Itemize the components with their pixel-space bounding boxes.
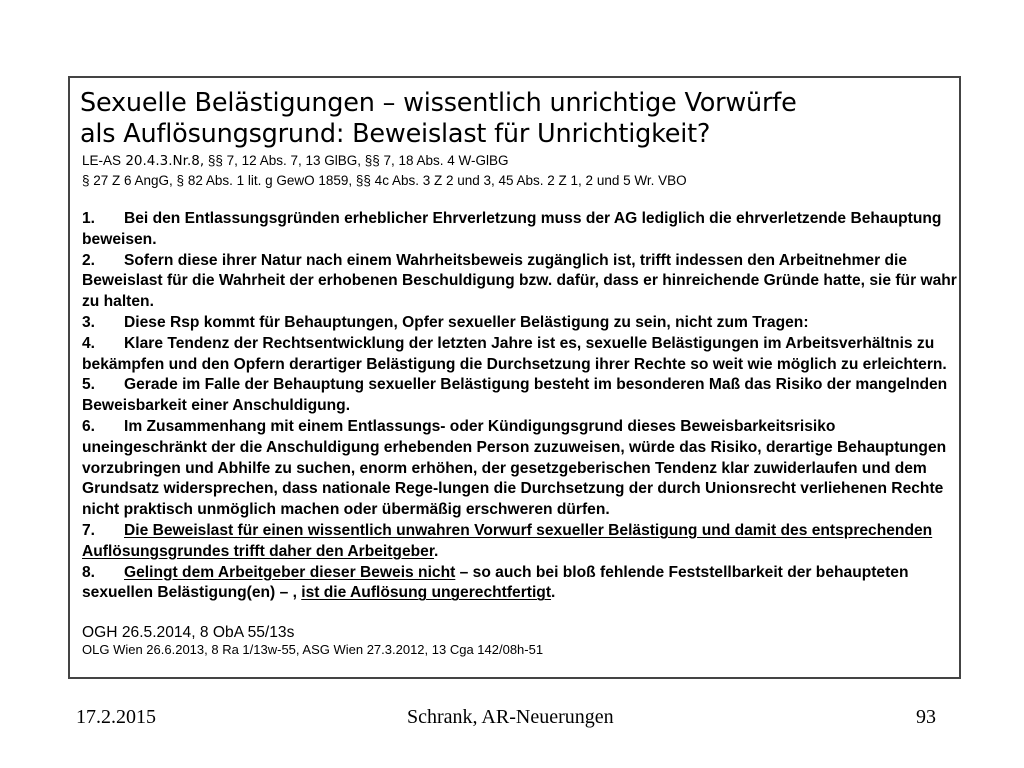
item-text: Diese Rsp kommt für Behauptungen, Opfer sexueller Belästigung zu sein, nicht zum Tragen:: [124, 313, 809, 331]
list-item: [82, 417, 962, 521]
item-text: Gerade im Falle der Behauptung sexueller Belästigung besteht im besonderen Maß das Risiko der mangelnden Beweisbarkeit einer Anschuldigung.: [82, 376, 948, 415]
list-item: [82, 313, 962, 334]
list-item: [82, 375, 962, 417]
list-item: [82, 251, 962, 313]
item-number: 2.: [82, 251, 96, 269]
title-line-1: Sexuelle Belästigungen – wissentlich unrichtige Vorwürfe: [80, 88, 797, 118]
item-text-underlined: Die Beweislast für einen wissentlich unwahren Vorwurf sexueller Belästigung und damit des entsprechenden Auflösungsgrundes trifft daher den Arbeitgeber: [82, 521, 933, 560]
reference-statutes: §§ 7, 12 Abs. 7, 13 GlBG, §§ 7, 18 Abs. 4 W-GlBG: [204, 153, 509, 168]
item-number: 5.: [82, 376, 96, 394]
item-number: 1.: [82, 210, 96, 227]
item-number: 7.: [82, 521, 96, 539]
item-text-underlined: ist die Auflösung ungerechtfertigt: [301, 584, 552, 602]
item-end: .: [551, 584, 556, 602]
item-text: Klare Tendenz der Rechtsentwicklung der letzten Jahre ist es, sexuelle Belästigungen im Arbeitsverhältnis zu bekämpfen und den Opfern derartiger Belästigung die Durchsetzung ihrer Rechte so weit wie möglich zu erleichtern.: [82, 334, 947, 373]
item-number: 3.: [82, 313, 96, 331]
item-text-underlined: Gelingt dem Arbeitgeber dieser Beweis nicht: [124, 563, 456, 581]
slide-content-box: [68, 76, 961, 679]
item-end: .: [434, 542, 439, 560]
reference-code: 20.4.3.Nr.8,: [121, 153, 205, 169]
reference-line-1: [82, 151, 959, 171]
reference-line-2: § 27 Z 6 AngG, § 82 Abs. 1 lit. g GewO 1859, §§ 4c Abs. 3 Z 2 und 3, 45 Abs. 2 Z 1, 2 und 5 Wr. VBO: [82, 173, 687, 188]
list-item: [82, 209, 962, 251]
footer-page-number: 93: [916, 706, 936, 728]
court-citation: OGH 26.5.2014, 8 ObA 55/13s: [82, 624, 295, 642]
item-number: 6.: [82, 417, 96, 435]
title-line-2: als Auflösungsgrund: Beweislast für Unrichtigkeit?: [80, 119, 711, 149]
lower-court-citation: OLG Wien 26.6.2013, 8 Ra 1/13w-55, ASG Wien 27.3.2012, 13 Cga 142/08h-51: [82, 642, 544, 658]
item-number: 8.: [82, 563, 96, 581]
legal-references: [82, 151, 959, 190]
item-text: – so auch bei bloß fehlende Feststellbarkeit der behaupteten sexuellen Belästigung(en) – ,: [82, 563, 909, 602]
item-text: Sofern diese ihrer Natur nach einem Wahrheitsbeweis zugänglich ist, trifft indessen den Arbeitnehmer die Beweislast für die Wahrheit der erhobenen Beschuldigung bzw. dafür, dass er hinreichende Gründe hatte, sie für wahr zu halten.: [82, 251, 957, 311]
item-text: Im Zusammenhang mit einem Entlassungs- oder Kündigungsgrund dieses Beweisbarkeitsrisiko uneingeschränkt der die Anschuldigung erhebenden Person zuzuweisen, würde das Risiko, derartige Behauptungen vorzubringen und Abhilfe zu suchen, enorm erhöhen, der gesetzgeberischen Tendenz klar zuwiderlaufen und dem Grundsatz widersprechen, dass nationale Rege-lungen die Durchsetzung der durch Unionsrecht verliehenen Rechte nicht praktisch unmöglich machen oder übermäßig erschweren dürfen.: [82, 417, 947, 519]
list-item: [82, 334, 962, 376]
footer-date: 17.2.2015: [76, 706, 156, 728]
reference-prefix: LE-AS: [82, 153, 122, 168]
footer-title: Schrank, AR-Neuerungen: [407, 706, 614, 728]
list-item: [82, 563, 962, 605]
list-item: [82, 521, 962, 563]
item-text: Bei den Entlassungsgründen erheblicher Ehrverletzung muss der AG lediglich die ehrverletzende Behauptung beweisen.: [82, 210, 942, 248]
item-number: 4.: [82, 334, 96, 352]
numbered-list: [82, 209, 962, 604]
slide-title: [80, 88, 959, 150]
